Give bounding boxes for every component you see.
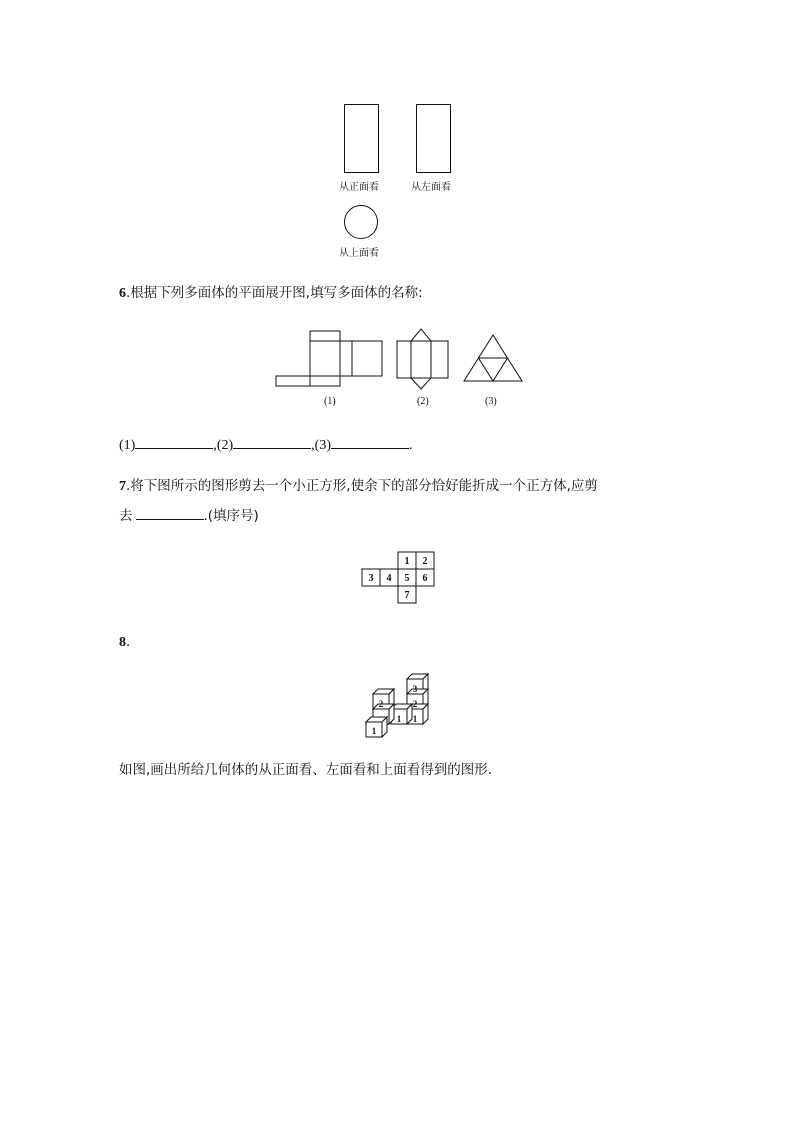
net-3-figure [460,330,526,386]
net-2-face-middle [411,341,431,378]
question-8-heading [119,633,130,652]
question-8-number-suffix: . [126,634,131,650]
net-1-figure [270,325,386,391]
answer-1-label: (1) [119,438,136,453]
net-1-label: (1) [324,396,336,407]
grid-number-5: 5 [404,573,410,584]
question-8-number: 8 [119,635,126,650]
net-1-face-c [352,341,382,376]
net-2-figure [393,325,453,391]
net-2-label: (2) [417,396,429,407]
cube-number-left-top: 2 [378,699,384,709]
cube-number-back-middle: 2 [412,699,418,709]
left-view-rectangle [416,104,451,173]
question-7-line-2 [119,507,259,525]
top-view-circle [344,205,378,239]
question-7-text-1: .将下图所示的图形剪去一个小正方形,使余下的部分恰好能折成一个正方体,应剪 [126,478,598,494]
grid-number-6: 6 [422,573,428,584]
cube-number-back-bottom: 1 [412,714,418,724]
grid-number-2: 2 [422,556,428,567]
question-6-answers [119,436,412,455]
net-2-bottom-triangle [411,378,431,389]
question-6-number: 6 [119,286,126,301]
cube-number-back-top: 3 [412,684,418,694]
net-1-top-strip [310,331,340,341]
front-view-rectangle [344,104,379,173]
cube-number-middle: 1 [396,714,402,724]
net-2-face-right [431,341,448,378]
question-7-line-1 [119,477,598,496]
net-2-face-left [397,341,411,378]
net-1-bottom-strip [310,376,340,386]
question-6 [119,284,423,303]
answer-1-blank[interactable] [135,436,213,449]
answer-3-blank[interactable] [331,436,409,449]
top-view-label: 从上面看 [339,248,379,259]
net-3-label: (3) [485,396,497,407]
net-3-inner-triangle [479,358,508,381]
question-7-text-2-suffix: .(填序号) [203,508,259,524]
answer-2-label: ,(2) [213,438,234,453]
net-1-face-a [310,341,340,376]
net-1-face-b [340,341,352,376]
answer-2-blank[interactable] [233,436,311,449]
grid-number-4: 4 [386,573,392,584]
grid-number-1: 1 [404,556,410,567]
answer-3-label: ,(3) [311,438,331,453]
question-7-text-2-prefix: 去 [119,508,133,524]
grid-number-3: 3 [368,573,374,584]
net-2-top-triangle [411,329,431,341]
question-7-number: 7 [119,479,126,494]
question-7-blank[interactable] [136,507,204,520]
answer-end: . [408,438,413,453]
front-view-label: 从正面看 [339,182,379,193]
grid-number-7: 7 [404,590,410,601]
question-7-grid [360,548,436,606]
question-8-text: 如图,画出所给几何体的从正面看、左面看和上面看得到的图形. [119,762,493,778]
left-view-label: 从左面看 [411,182,451,193]
net-1-left-strip [276,376,310,386]
question-6-text: .根据下列多面体的平面展开图,填写多面体的名称: [126,285,423,301]
cube-number-front: 1 [371,726,377,736]
cube-stack-figure [360,670,440,742]
